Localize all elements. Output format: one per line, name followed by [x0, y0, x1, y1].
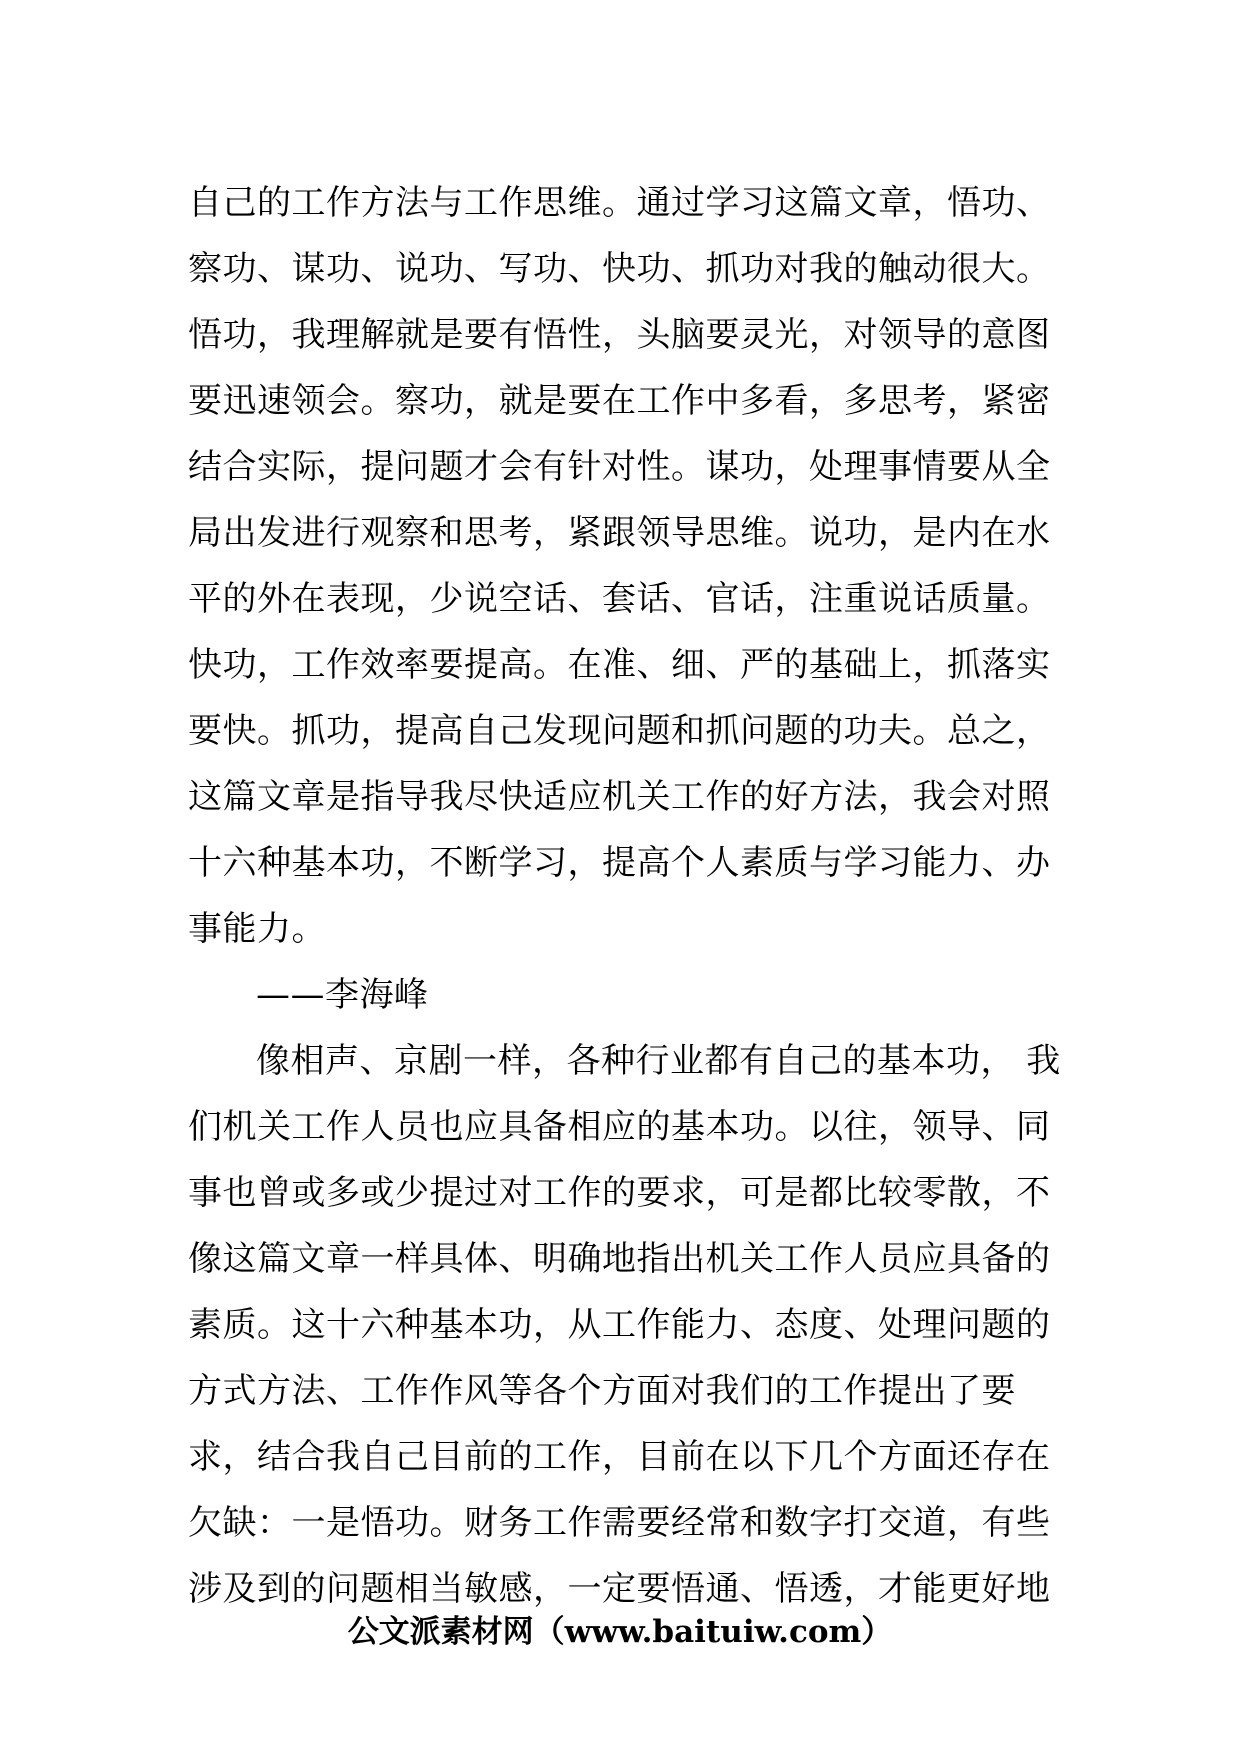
text-line: 求，结合我自己目前的工作，目前在以下几个方面还存在 [188, 1437, 1051, 1477]
text-line: 十六种基本功，不断学习，提高个人素质与学习能力、办 [188, 843, 1051, 883]
text-line: 涉及到的问题相当敏感，一定要悟通、悟透，才能更好地 [188, 1569, 1051, 1609]
text-line: 局出发进行观察和思考，紧跟领导思维。说功，是内在水 [188, 513, 1051, 553]
text-line: 自己的工作方法与工作思维。通过学习这篇文章，悟功、 [188, 183, 1051, 223]
document-body [188, 170, 1061, 1622]
text-line: 事能力。 [188, 909, 326, 949]
text-line: 欠缺：一是悟功。财务工作需要经常和数字打交道，有些 [188, 1503, 1051, 1543]
signature: ——李海峰 [256, 975, 429, 1015]
text-line: 像这篇文章一样具体、明确地指出机关工作人员应具备的 [188, 1239, 1051, 1279]
text-line: 快功，工作效率要提高。在准、细、严的基础上，抓落实 [188, 645, 1051, 685]
text-line: 要迅速领会。察功，就是要在工作中多看，多思考，紧密 [188, 381, 1051, 421]
text-line: 察功、谋功、说功、写功、快功、抓功对我的触动很大。 [188, 249, 1051, 289]
text-line: 悟功，我理解就是要有悟性，头脑要灵光，对领导的意图 [188, 315, 1051, 355]
text-line: 这篇文章是指导我尽快适应机关工作的好方法，我会对照 [188, 777, 1051, 817]
text-line: 们机关工作人员也应具备相应的基本功。以往，领导、同 [188, 1107, 1051, 1147]
text-line: 像相声、京剧一样，各种行业都有自己的基本功， 我 [256, 1041, 1061, 1081]
paragraph-2 [188, 1028, 1061, 1622]
text-line: 平的外在表现，少说空话、套话、官话，注重说话质量。 [188, 579, 1051, 619]
paragraph-1 [188, 170, 1058, 962]
text-line: 结合实际，提问题才会有针对性。谋功，处理事情要从全 [188, 447, 1051, 487]
text-line: 要快。抓功，提高自己发现问题和抓问题的功夫。总之， [188, 711, 1051, 751]
text-line: 素质。这十六种基本功，从工作能力、态度、处理问题的 [188, 1305, 1051, 1345]
footer-watermark: 公文派素材网（www.baituiw.com） [347, 1614, 893, 1650]
text-line: 方式方法、工作作风等各个方面对我们的工作提出了要 [188, 1371, 1016, 1411]
text-line: 事也曾或多或少提过对工作的要求，可是都比较零散，不 [188, 1173, 1051, 1213]
